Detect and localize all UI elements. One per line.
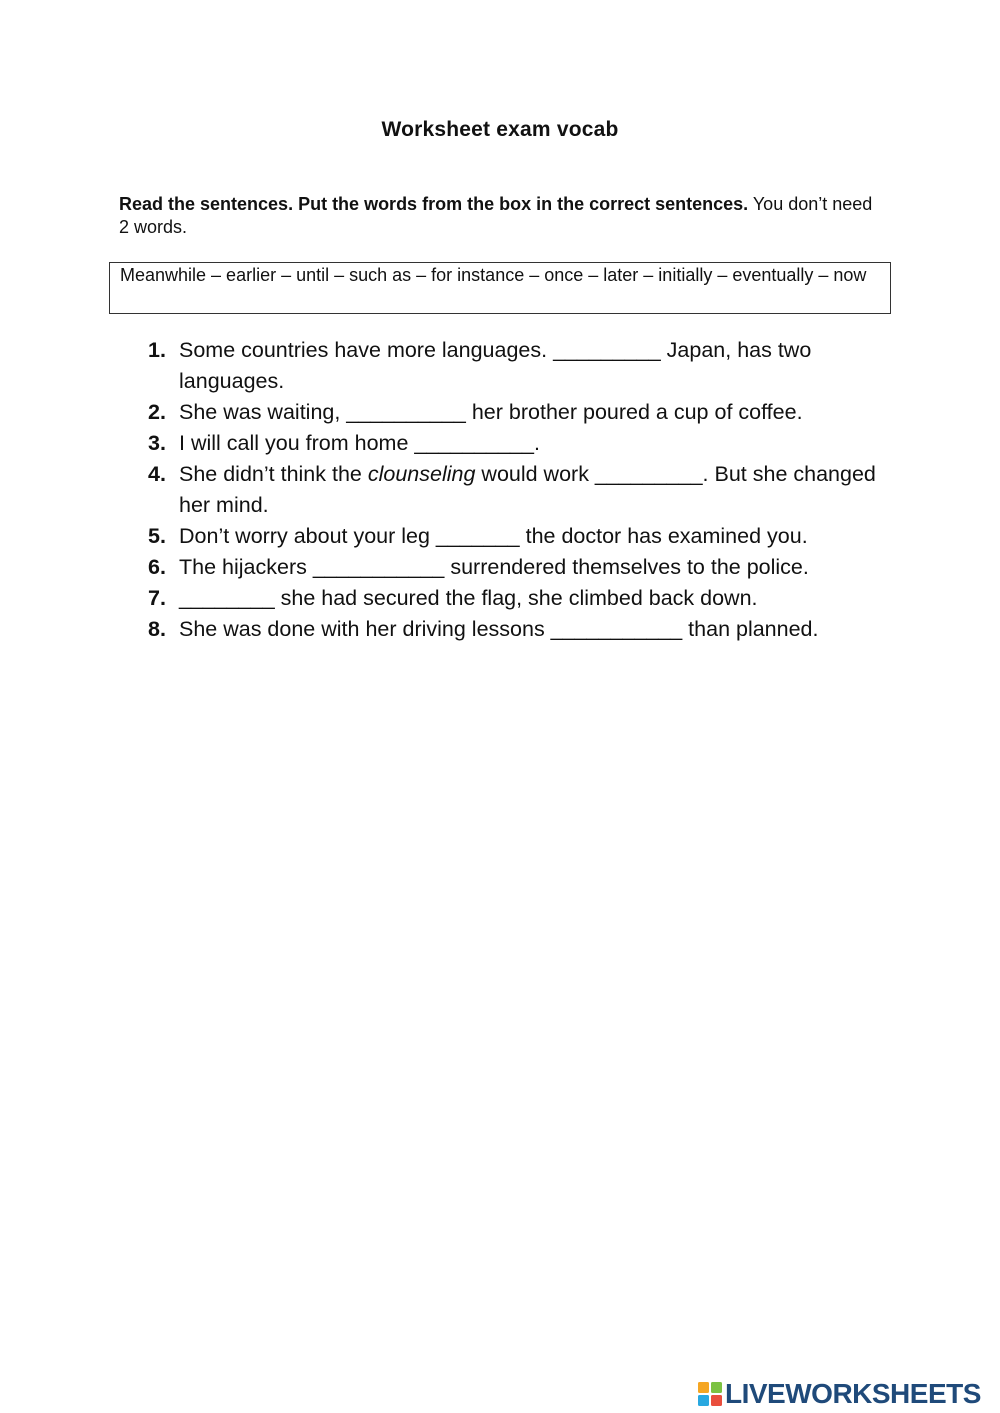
worksheet-title: Worksheet exam vocab [381,118,619,141]
instructions-normal: You don’t need 2 words. [119,194,873,237]
instructions [119,193,879,239]
question-6 [148,552,898,583]
question-4 [148,459,898,521]
question-number: 8. [148,617,166,641]
question-text: I will call you from home __________. [179,431,540,455]
liveworksheets-logo [697,1378,981,1410]
question-text: She was waiting, __________ her brother poured a cup of coffee. [179,400,803,424]
question-number: 7. [148,586,166,610]
question-number: 2. [148,400,166,424]
question-text [179,459,898,521]
question-1 [148,335,898,397]
question-5 [148,521,898,552]
question-text-before: She didn’t think the [179,462,368,486]
word-box: Meanwhile – earlier – until – such as – for instance – once – later – initially – eventually – now [109,262,891,314]
logo-block-3 [698,1395,709,1406]
question-2 [148,397,898,428]
question-text: Don’t worry about your leg _______ the doctor has examined you. [179,524,808,548]
liveworksheets-logo-text: LIVEWORKSHEETS [725,1378,981,1409]
liveworksheets-logo-icon [697,1381,723,1407]
question-8 [148,614,898,645]
question-list [148,335,898,645]
question-text: She was done with her driving lessons ___________ than planned. [179,617,819,641]
instructions-bold: Read the sentences. Put the words from the box in the correct sentences. [119,194,749,214]
question-text-after: would work _________. But she changed her mind. [179,462,876,517]
logo-block-4 [711,1395,722,1406]
question-number: 6. [148,555,166,579]
question-number: 4. [148,462,166,486]
question-3 [148,428,898,459]
logo-block-1 [698,1382,709,1393]
question-text: The hijackers ___________ surrendered themselves to the police. [179,555,809,579]
question-text: Some countries have more languages. _________ Japan, has two languages. [179,338,812,393]
question-number: 5. [148,524,166,548]
question-number: 1. [148,338,166,362]
question-7 [148,583,898,614]
logo-block-2 [711,1382,722,1393]
question-text-italic: clounseling [367,462,476,486]
question-number: 3. [148,431,166,455]
question-text: ________ she had secured the flag, she climbed back down. [179,586,758,610]
